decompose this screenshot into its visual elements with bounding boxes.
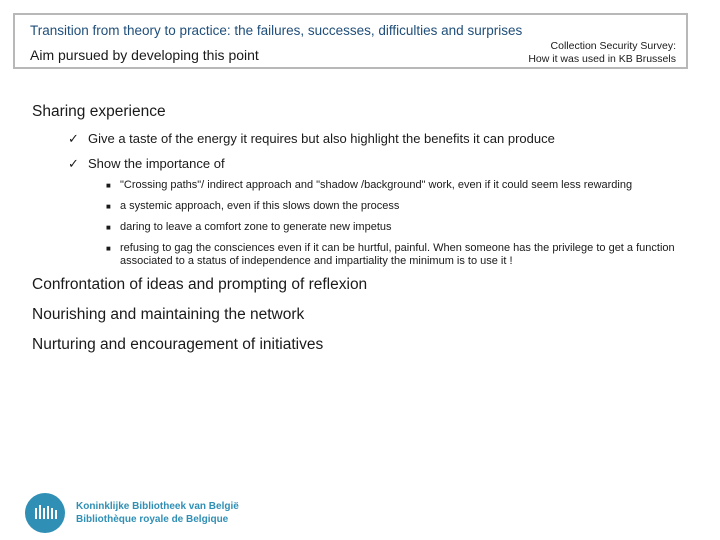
bullet-text: refusing to gag the consciences even if it can be hurtful, painful. When someone has the privilege to get a function associated to a status of independence and impartiality the minimum is to use it ! <box>120 242 675 267</box>
logo-line1: Koninklijke Bibliotheek van België <box>76 501 239 512</box>
bullet-text: a systemic approach, even if this slows down the process <box>120 200 400 212</box>
check-item-label: Show the importance of <box>88 156 225 171</box>
library-logo <box>22 493 239 537</box>
survey-label-line1: Collection Security Survey: <box>550 40 676 52</box>
bullet-item <box>32 242 692 268</box>
library-logo-text <box>76 500 239 526</box>
bullet-item <box>32 200 692 213</box>
check-item <box>32 156 692 268</box>
square-bullet-icon: ■ <box>106 223 111 232</box>
bullet-text: daring to leave a comfort zone to generate new impetus <box>120 221 392 233</box>
main-content <box>32 103 692 354</box>
slide-title: Transition from theory to practice: the failures, successes, difficulties and surprises <box>30 23 523 38</box>
library-logo-icon <box>25 493 65 533</box>
section-heading: Nurturing and encouragement of initiatives <box>32 336 324 353</box>
check-item-label: Give a taste of the energy it requires but also highlight the benefits it can produce <box>88 131 555 146</box>
logo-line2: Bibliothèque royale de Belgique <box>76 514 229 525</box>
checkmark-icon: ✓ <box>68 156 79 171</box>
bullet-text: "Crossing paths"/ indirect approach and "shadow /background" work, even if it could seem less rewarding <box>120 179 633 191</box>
bullet-list <box>32 179 692 268</box>
section-heading: Sharing experience <box>32 103 166 120</box>
check-list <box>32 131 692 268</box>
survey-label-line2: How it was used in KB Brussels <box>528 52 676 65</box>
bullet-item <box>32 179 692 192</box>
bullet-item <box>32 221 692 234</box>
check-item <box>32 131 692 146</box>
survey-label <box>528 40 676 65</box>
header-box <box>13 13 688 69</box>
square-bullet-icon: ■ <box>106 202 111 211</box>
section-heading: Confrontation of ideas and prompting of reflexion <box>32 276 368 293</box>
slide-subtitle: Aim pursued by developing this point <box>30 47 259 63</box>
square-bullet-icon: ■ <box>106 244 111 253</box>
square-bullet-icon: ■ <box>106 181 111 190</box>
checkmark-icon: ✓ <box>68 131 79 146</box>
section-heading: Nourishing and maintaining the network <box>32 306 305 323</box>
